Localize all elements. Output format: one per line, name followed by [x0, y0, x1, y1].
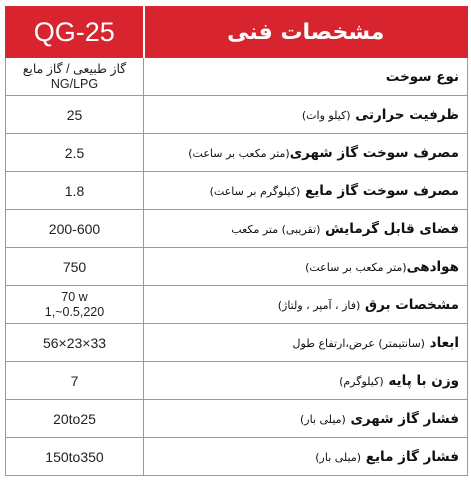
- row-label: [144, 248, 468, 286]
- row-label: [144, 58, 468, 96]
- label-unit: (فاز ، آمپر ، ولتاژ): [277, 298, 361, 312]
- value-line-2: 1,~0.5,220: [44, 304, 105, 319]
- label-text: فضای قابل گرمایش: [325, 220, 459, 237]
- table-row: [6, 286, 468, 324]
- row-value: 7: [6, 362, 144, 400]
- table-row: [6, 248, 468, 286]
- row-value: 2.5: [6, 134, 144, 172]
- table-row: [6, 58, 468, 96]
- value-line-1: گاز طبیعی / گاز مایع: [22, 62, 127, 77]
- row-value: [6, 286, 144, 324]
- table-header: [6, 7, 468, 58]
- table-row: [6, 400, 468, 438]
- table-row: [6, 362, 468, 400]
- row-label: [144, 172, 468, 210]
- label-text: وزن با پایه: [388, 372, 459, 389]
- label-unit: (میلی بار): [315, 450, 362, 464]
- row-label: [144, 324, 468, 362]
- row-value: 200-600: [6, 210, 144, 248]
- label-unit: (سانتیمتر) عرض،ارتفاع طول: [292, 336, 425, 350]
- label-text: مصرف سوخت گاز شهری: [289, 144, 459, 161]
- label-unit: (میلی بار): [300, 412, 346, 426]
- label-text: نوع سوخت: [385, 68, 459, 85]
- row-label: [144, 96, 468, 134]
- spec-table: [5, 6, 468, 476]
- label-text: مصرف سوخت گاز مایع: [304, 182, 459, 199]
- row-label: [144, 362, 468, 400]
- value-line-1: 70 w: [61, 290, 88, 305]
- table-row: [6, 96, 468, 134]
- label-text: ظرفیت حرارتی: [355, 106, 459, 123]
- row-value: 20to25: [6, 400, 144, 438]
- row-value: 25: [6, 96, 144, 134]
- row-label: [144, 400, 468, 438]
- table-row: [6, 324, 468, 362]
- label-unit: (کیلوگرم): [339, 374, 384, 388]
- row-label: [144, 134, 468, 172]
- row-value: 56×23×33: [6, 324, 144, 362]
- table-title: مشخصات فنی: [144, 7, 468, 58]
- row-label: [144, 210, 468, 248]
- label-text: مشخصات برق: [365, 296, 459, 313]
- label-text: فشار گاز شهری: [350, 410, 459, 427]
- table-row: [6, 134, 468, 172]
- model-name: QG-25: [6, 7, 144, 58]
- table-row: [6, 172, 468, 210]
- row-value: [6, 58, 144, 96]
- table-row: [6, 438, 468, 476]
- spec-table-container: [5, 6, 467, 486]
- label-unit: (متر مکعب بر ساعت): [188, 146, 290, 160]
- row-label: [144, 438, 468, 476]
- row-value: 150to350: [6, 438, 144, 476]
- value-line-2: NG/LPG: [50, 76, 99, 91]
- label-text: ابعاد: [429, 334, 459, 351]
- label-unit: (کیلو وات): [301, 108, 351, 122]
- label-unit: (تقریبی) متر مکعب: [231, 222, 321, 236]
- table-row: [6, 210, 468, 248]
- row-value: 750: [6, 248, 144, 286]
- label-unit: (کیلوگرم بر ساعت): [209, 184, 301, 198]
- label-unit: (متر مکعب بر ساعت): [305, 260, 407, 274]
- label-text: هوادهی: [406, 258, 459, 275]
- row-value: 1.8: [6, 172, 144, 210]
- label-text: فشار گاز مایع: [365, 448, 459, 465]
- row-label: [144, 286, 468, 324]
